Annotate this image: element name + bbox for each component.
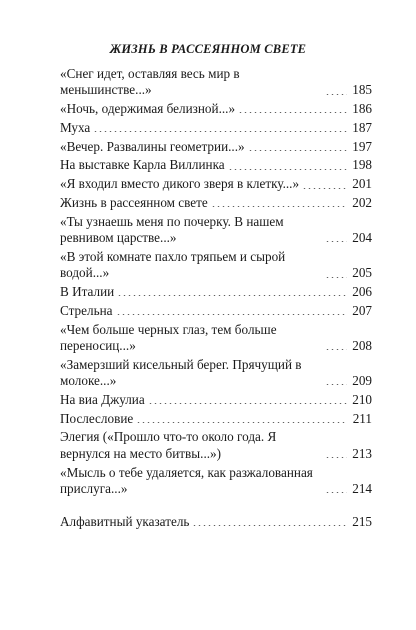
toc-entry: [60, 249, 372, 282]
dot-leader: [325, 241, 347, 242]
toc-entry-page: 208: [352, 337, 372, 353]
toc-entry: [60, 429, 372, 462]
toc-entry-title: В Италии: [60, 284, 115, 300]
toc-entry: [60, 120, 372, 136]
toc-entry: [60, 214, 372, 247]
toc-entry-page: 214: [352, 480, 372, 496]
dot-leader: [248, 150, 347, 151]
dot-leader: [325, 349, 347, 350]
toc-entry: [60, 411, 372, 427]
toc-entry: [60, 176, 372, 192]
toc-entry: [60, 322, 372, 355]
toc-entry-page: 186: [352, 101, 372, 117]
toc-entry-index: [60, 514, 372, 530]
toc-entry-title: Элегия («Прошло что-то около года. Я вернулся на место битвы...»): [60, 429, 277, 461]
dot-leader: [136, 422, 347, 423]
toc-entry-title: «Ты узнаешь меня по почерку. В нашем ревнивом царстве...»: [60, 213, 284, 246]
toc-entry-page: 202: [352, 195, 372, 211]
toc-entry-title: На виа Джулиа: [60, 391, 145, 407]
dot-leader: [228, 169, 347, 170]
dot-leader: [325, 457, 347, 458]
dot-leader: [238, 112, 347, 113]
toc-entry-title: Послесловие: [60, 410, 134, 426]
toc-entry: [60, 101, 372, 117]
toc-entry-page: 205: [352, 265, 372, 281]
toc-entry-page: 215: [352, 514, 372, 530]
dot-leader: [192, 525, 347, 526]
toc-entry-page: 197: [352, 138, 372, 154]
toc-entry-page: 213: [352, 445, 372, 461]
toc-entry: [60, 66, 372, 99]
toc-entry-page: 187: [352, 119, 372, 135]
toc-entry-title: «Мысль о тебе удаляется, как разжалованная прислуга...»: [60, 464, 313, 496]
toc-entry-page: 204: [352, 230, 372, 246]
dot-leader: [116, 314, 348, 315]
toc-entry: [60, 195, 372, 211]
dot-leader: [325, 94, 347, 95]
toc-entry: [60, 357, 372, 390]
toc-entry-page: 198: [352, 157, 372, 173]
toc-entry-title: На выставке Карла Виллинка: [60, 157, 225, 173]
toc-entry-title: «Я входил вместо дикого зверя в клетку...»: [60, 176, 300, 192]
toc-entry-page: 209: [352, 373, 372, 389]
dot-leader: [302, 188, 347, 189]
toc-entry: [60, 465, 372, 498]
toc-entry: [60, 284, 372, 300]
toc-entry-title: Муха: [60, 119, 91, 135]
dot-leader: [325, 384, 347, 385]
dot-leader: [148, 403, 347, 404]
dot-leader: [117, 295, 347, 296]
toc-entry-title: «В этой комнате пахло тряпьем и сырой водой...»: [60, 248, 286, 281]
toc-entry-page: 206: [352, 284, 372, 300]
toc-entry-page: 185: [352, 82, 372, 98]
toc-entry: [60, 303, 372, 319]
toc-entry-title: «Вечер. Развалины геометрии...»: [60, 138, 245, 154]
toc-entry-page: 201: [352, 176, 372, 192]
toc-entry: [60, 157, 372, 173]
toc-entry-title: Алфавитный указатель: [60, 514, 190, 530]
toc-entry-title: «Замерзший кисельный берег. Прячущий в молоке...»: [60, 356, 302, 389]
dot-leader: [93, 131, 347, 132]
toc-entry-page: 207: [352, 302, 372, 318]
dot-leader: [211, 206, 347, 207]
toc-entry: [60, 139, 372, 155]
dot-leader: [325, 277, 347, 278]
toc-entry-title: «Чем больше черных глаз, тем больше переносиц...»: [60, 321, 277, 353]
toc-entry-title: Стрельна: [60, 302, 113, 318]
section-title: ЖИЗНЬ В РАССЕЯННОМ СВЕТЕ: [109, 42, 307, 56]
toc-list: [60, 66, 372, 533]
toc-entry-page: 211: [352, 410, 372, 426]
toc-entry-title: «Снег идет, оставляя весь мир в меньшинстве...»: [60, 66, 240, 98]
toc-entry-page: 210: [352, 391, 372, 407]
toc-entry-title: «Ночь, одержимая белизной...»: [60, 101, 236, 117]
toc-entry: [60, 392, 372, 408]
dot-leader: [325, 492, 347, 493]
toc-entry-title: Жизнь в рассеянном свете: [60, 195, 208, 211]
